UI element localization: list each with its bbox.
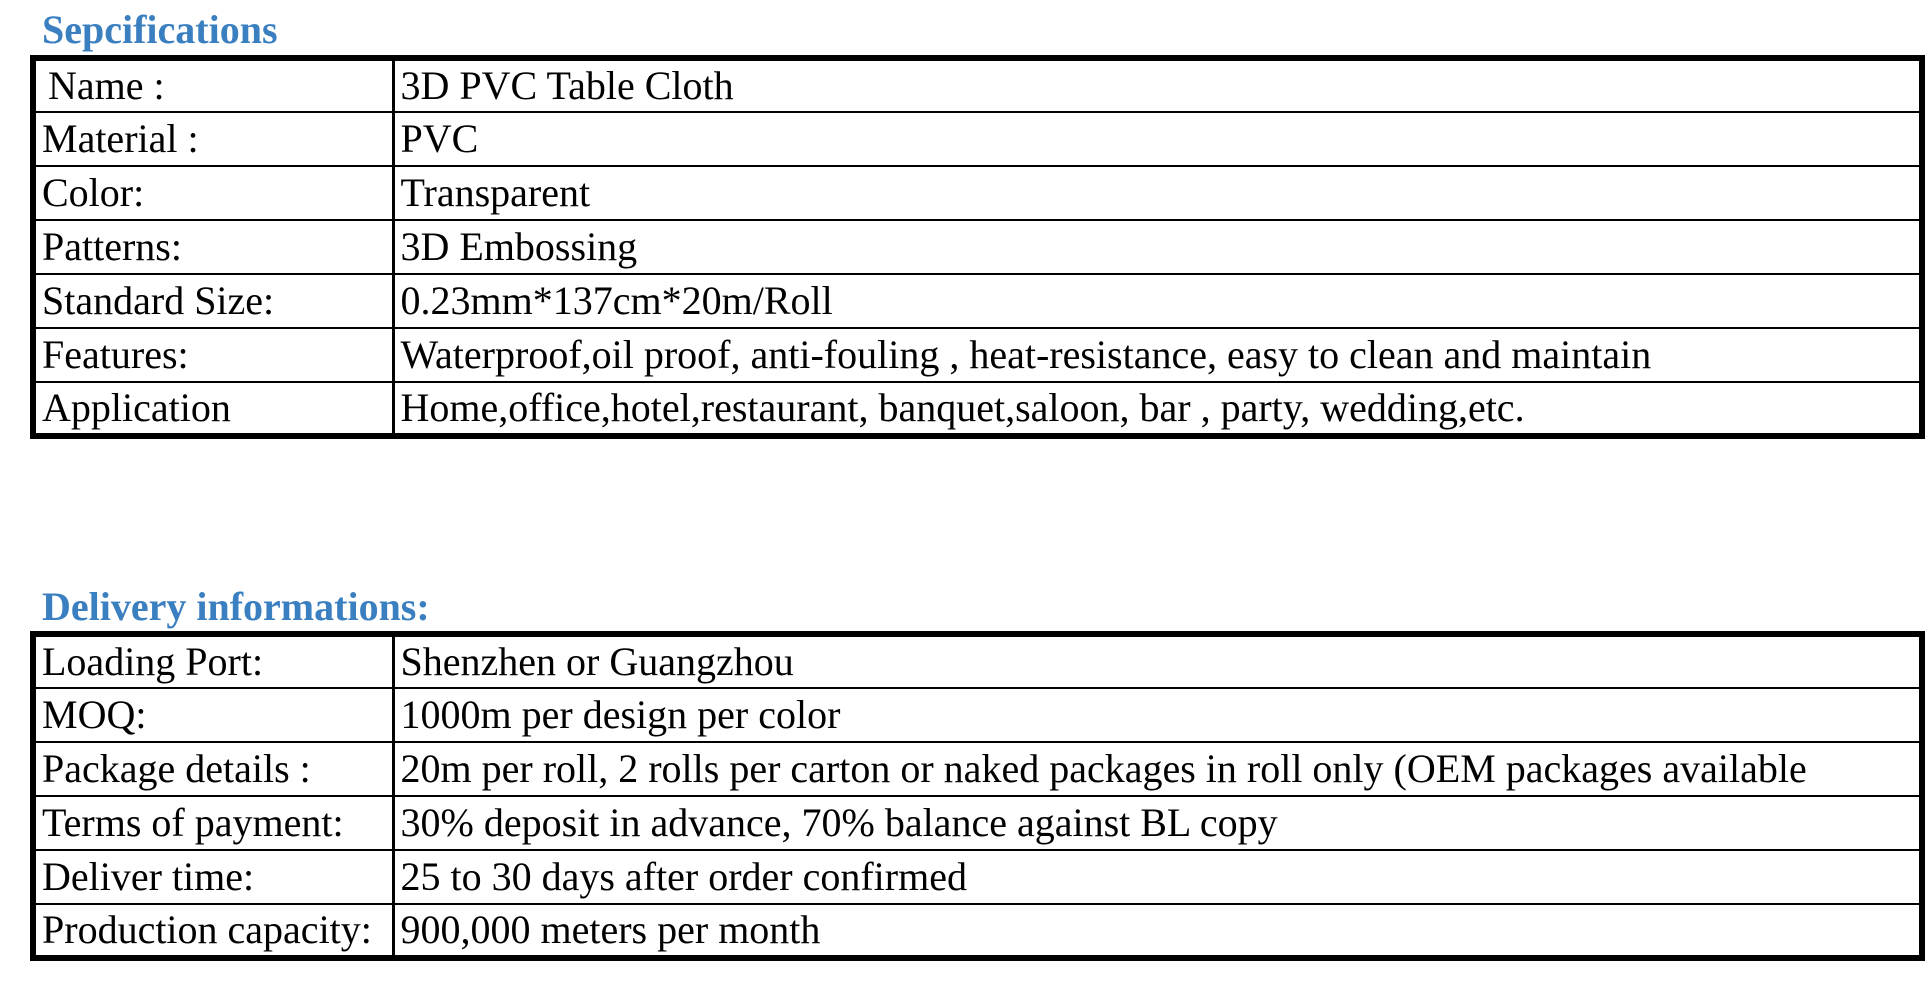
delivery-label-terms-of-payment: Terms of payment: — [33, 796, 393, 850]
specifications-heading: Sepcifications — [42, 7, 278, 52]
table-row — [33, 634, 1922, 688]
spec-value-color: Transparent — [393, 166, 1922, 220]
delivery-label-package-details: Package details : — [33, 742, 393, 796]
table-row — [33, 274, 1922, 328]
table-row — [33, 742, 1922, 796]
delivery-label-loading-port: Loading Port: — [33, 634, 393, 688]
delivery-label-moq: MOQ: — [33, 688, 393, 742]
delivery-label-production-capacity: Production capacity: — [33, 904, 393, 958]
delivery-value-production-capacity: 900,000 meters per month — [393, 904, 1922, 958]
spec-value-application: Home,office,hotel,restaurant, banquet,saloon, bar , party, wedding,etc. — [393, 382, 1922, 436]
table-row — [33, 112, 1922, 166]
table-row — [33, 796, 1922, 850]
spec-value-material: PVC — [393, 112, 1922, 166]
delivery-value-loading-port: Shenzhen or Guangzhou — [393, 634, 1922, 688]
spec-label-color: Color: — [33, 166, 393, 220]
table-row — [33, 904, 1922, 958]
delivery-value-terms-of-payment: 30% deposit in advance, 70% balance against BL copy — [393, 796, 1922, 850]
table-row — [33, 382, 1922, 436]
table-row — [33, 688, 1922, 742]
spec-label-patterns: Patterns: — [33, 220, 393, 274]
table-row — [33, 850, 1922, 904]
table-row — [33, 58, 1922, 112]
table-row — [33, 220, 1922, 274]
delivery-value-moq: 1000m per design per color — [393, 688, 1922, 742]
delivery-heading: Delivery informations: — [42, 584, 430, 629]
specifications-table — [30, 55, 1925, 439]
spec-value-standard-size: 0.23mm*137cm*20m/Roll — [393, 274, 1922, 328]
delivery-value-package-details: 20m per roll, 2 rolls per carton or naked packages in roll only (OEM packages available — [393, 742, 1922, 796]
spec-label-material: Material : — [33, 112, 393, 166]
delivery-value-deliver-time: 25 to 30 days after order confirmed — [393, 850, 1922, 904]
table-row — [33, 166, 1922, 220]
spec-label-application: Application — [33, 382, 393, 436]
spec-value-features: Waterproof,oil proof, anti-fouling , heat-resistance, easy to clean and maintain — [393, 328, 1922, 382]
spec-value-patterns: 3D Embossing — [393, 220, 1922, 274]
table-row — [33, 328, 1922, 382]
delivery-label-deliver-time: Deliver time: — [33, 850, 393, 904]
spec-value-name: 3D PVC Table Cloth — [393, 58, 1922, 112]
spec-label-name: Name : — [33, 58, 393, 112]
spec-label-standard-size: Standard Size: — [33, 274, 393, 328]
spec-label-features: Features: — [33, 328, 393, 382]
delivery-table — [30, 631, 1925, 961]
